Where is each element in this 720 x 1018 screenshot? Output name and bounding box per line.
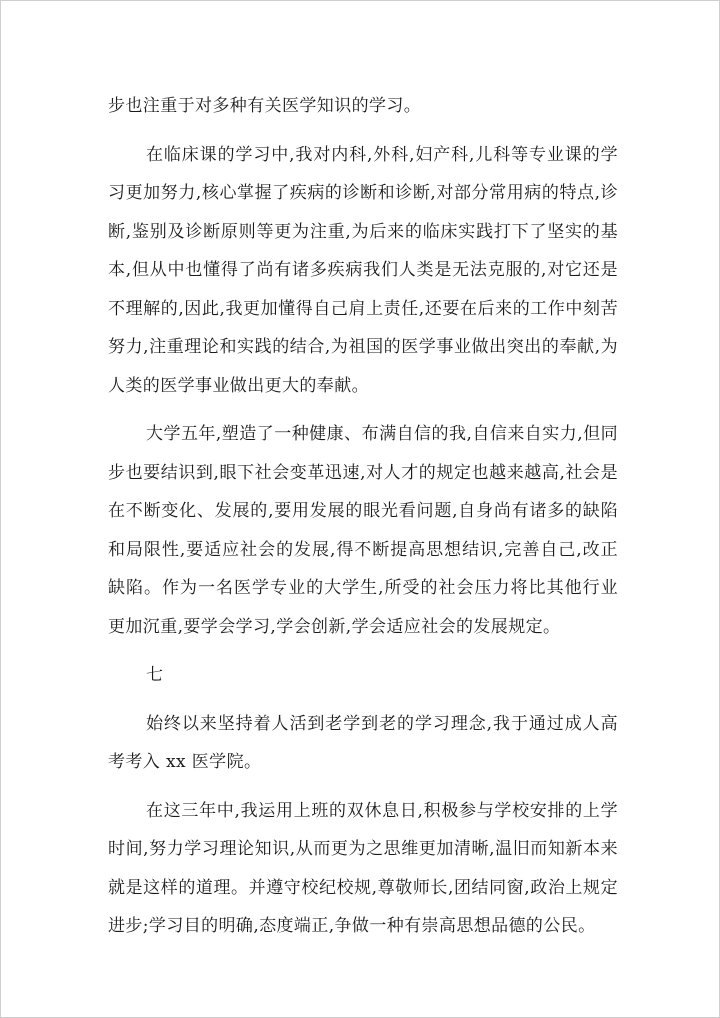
paragraph-lifelong-learning: 始终以来坚持着人活到老学到老的学习理念,我于通过成人高考考入 xx 医学院。 [108, 713, 618, 772]
paragraph-clinical-study: 在临床课的学习中,我对内科,外科,妇产科,儿科等专业课的学习更加努力,核心掌握了疾病的诊断和诊断,对部分常用病的特点,诊断,鉴别及诊断原则等更为注重,为后来的临床实践打下了坚实的基本,但从中也懂得了尚有诸多疾病我们人类是无法克服的,对它还是不理解的,因此,我更加懂得自己肩上责任,还要在后来的工作中刻苦努力,注重理论和实践的结合,为祖国的医学事业做出突出的奉献,为人类的医学事业做出更大的奉献。 [108, 144, 618, 396]
document-body [108, 87, 618, 956]
paragraph-five-years: 大学五年,塑造了一种健康、布满自信的我,自信来自实力,但同步也要结识到,眼下社会变革迅速,对人才的规定也越来越高,社会是在不断变化、发展的,要用发展的眼光看问题,自身尚有诸多的缺陷和局限性,要适应社会的发展,得不断提高思想结识,完善自己,改正缺陷。作为一名医学专业的大学生,所受的社会压力将比其他行业更加沉重,要学会学习,学会创新,学会适应社会的发展规定。 [108, 424, 618, 637]
paragraph-three-years: 在这三年中,我运用上班的双休息日,积极参与学校安排的上学时间,努力学习理论知识,从而更为之思维更加清晰,温旧而知新本来就是这样的道理。并遵守校纪校规,尊敬师长,团结同窗,政治上规定进步;学习目的明确,态度端正,争做一种有崇高思想品德的公民。 [108, 800, 618, 936]
section-number: 七 [146, 665, 164, 685]
paragraph-continuation: 步也注重于对多种有关医学知识的学习。 [108, 96, 422, 116]
